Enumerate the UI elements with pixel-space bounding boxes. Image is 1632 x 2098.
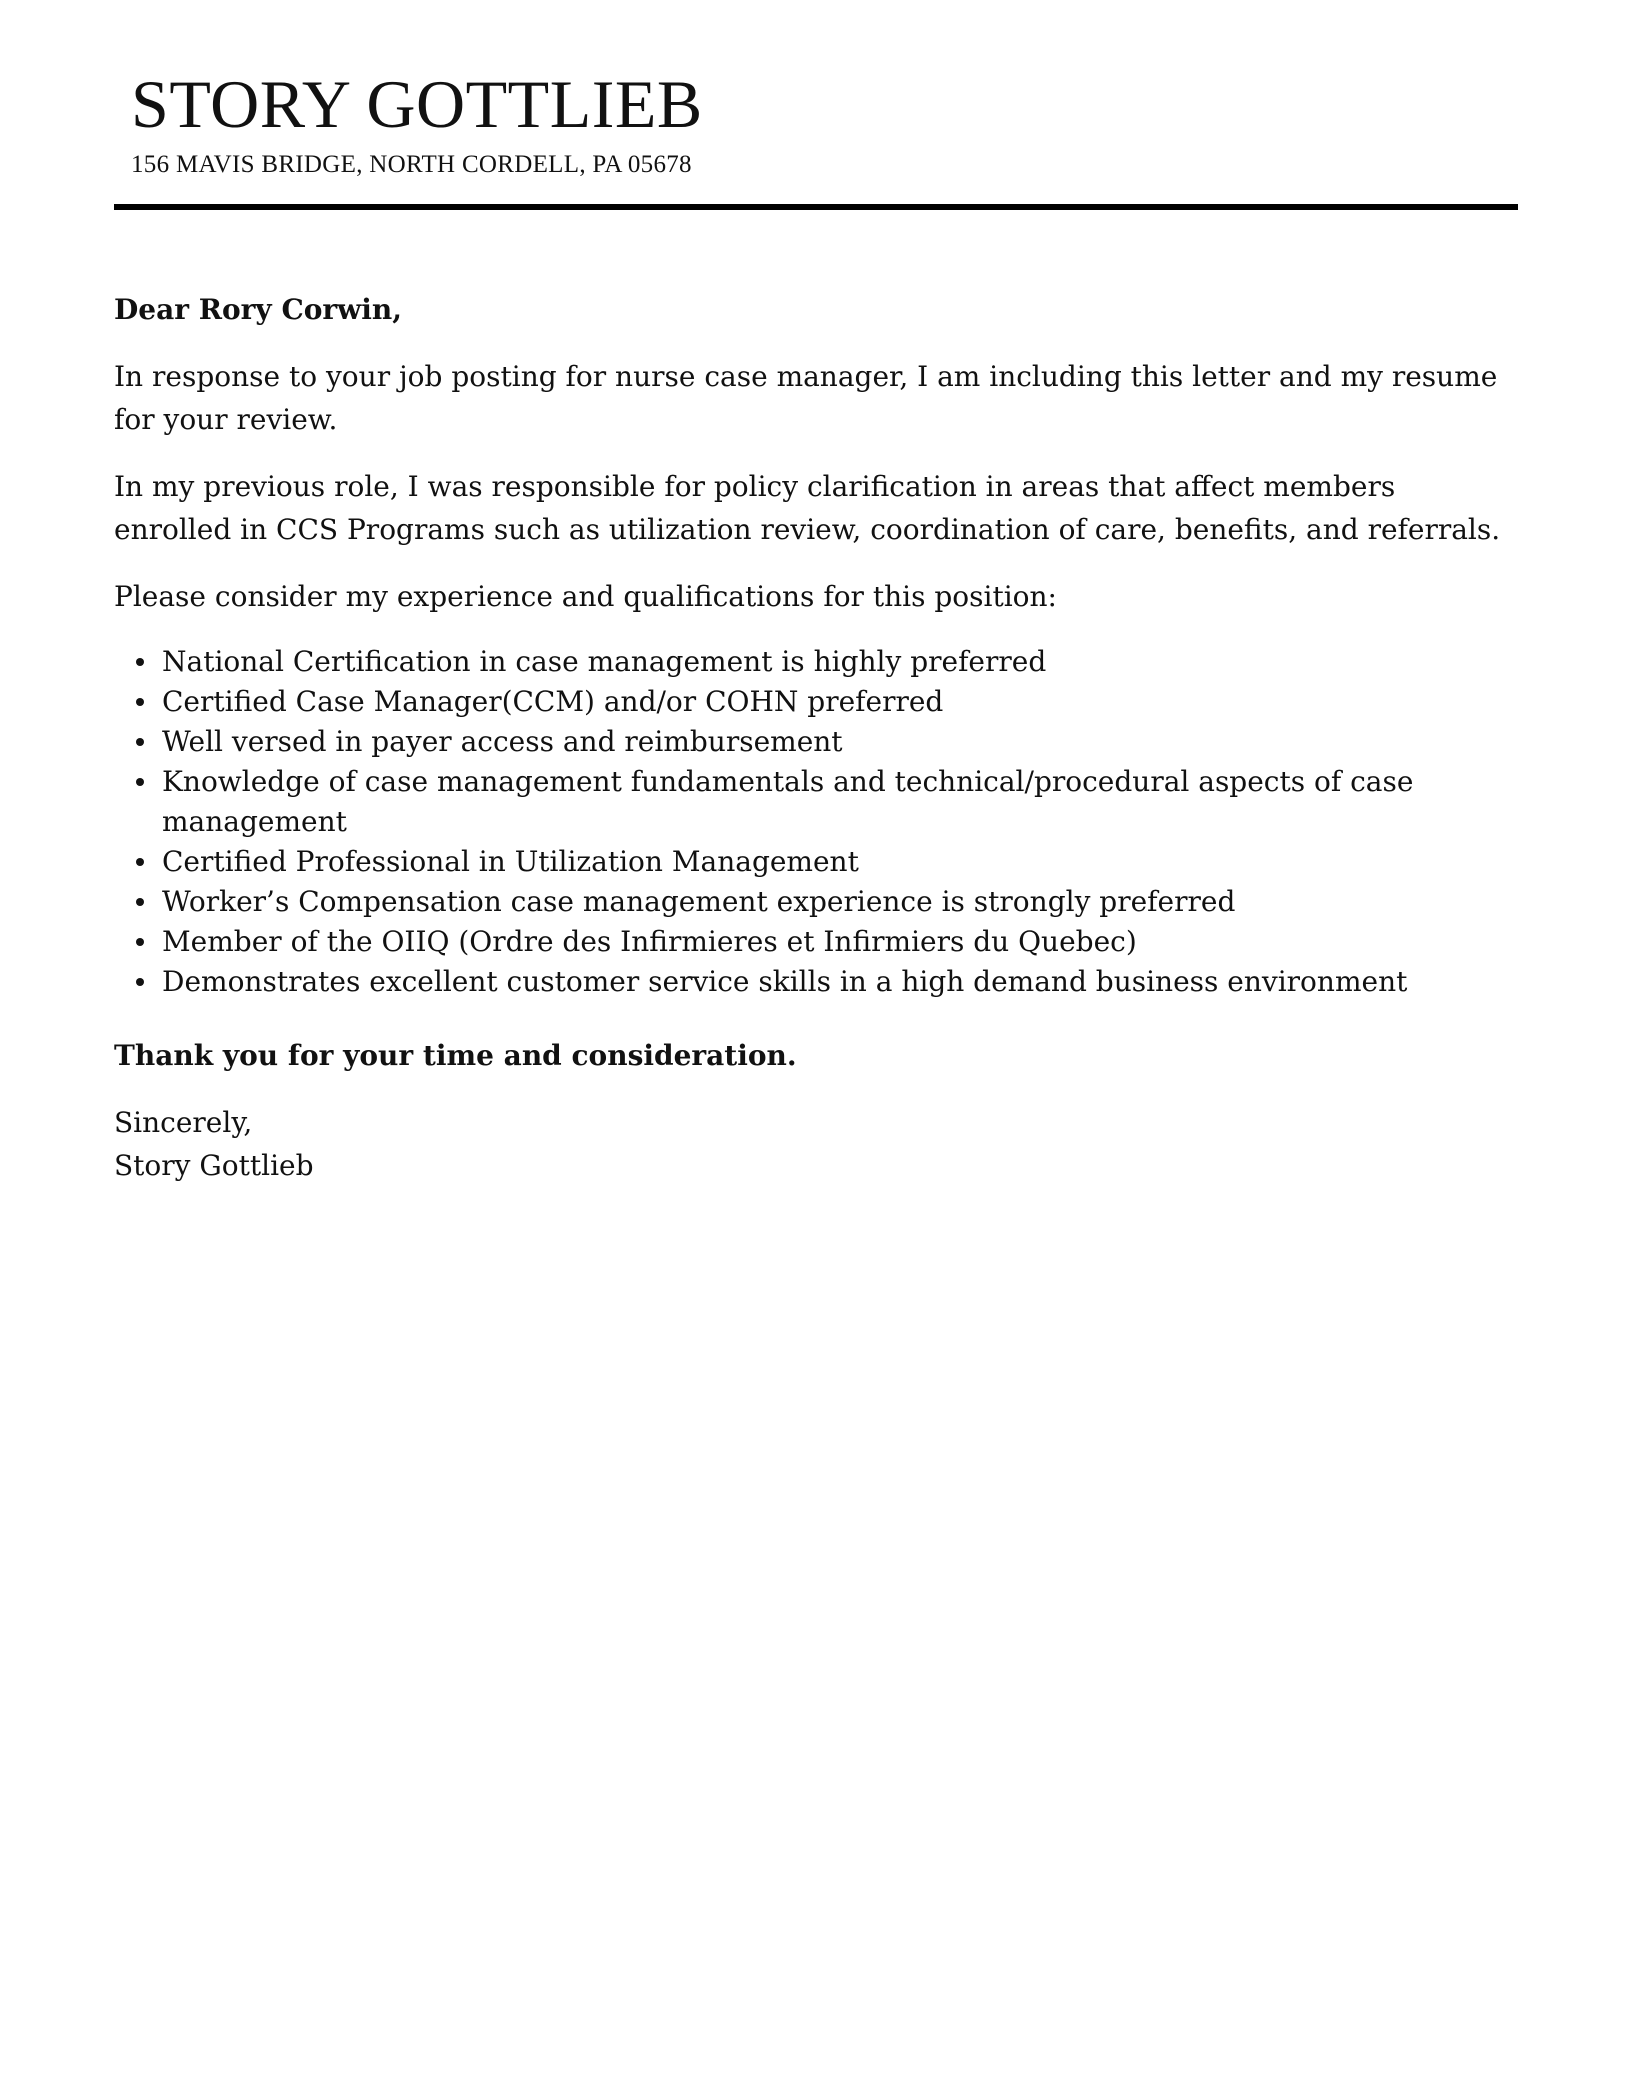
list-item <box>114 762 1518 842</box>
list-item-text: Knowledge of case management fundamentals and technical/procedural aspects of case management <box>162 765 1414 838</box>
header-divider <box>114 204 1518 210</box>
sender-name: STORY GOTTLIEB <box>131 66 703 142</box>
salutation: Dear Rory Corwin, <box>114 293 403 326</box>
list-item <box>114 882 1518 922</box>
list-item <box>114 682 1518 722</box>
experience-paragraph: In my previous role, I was responsible for policy clarification in areas that affect members enrolled in CCS Programs such as utilization review, coordination of care, benefits, and referrals. <box>114 470 1501 546</box>
list-item <box>114 642 1518 682</box>
list-item-text: Worker’s Compensation case management experience is strongly preferred <box>162 885 1236 918</box>
letter-body <box>114 288 1518 1187</box>
bullet-icon <box>136 658 144 666</box>
list-item-text: Demonstrates excellent customer service skills in a high demand business environment <box>162 965 1408 998</box>
list-item <box>114 962 1518 1002</box>
letter-header <box>131 64 1511 182</box>
list-item-text: Member of the OIIQ (Ordre des Infirmieres et Infirmiers du Quebec) <box>162 925 1137 958</box>
list-item-text: Certified Case Manager(CCM) and/or COHN preferred <box>162 685 944 718</box>
list-item-text: Certified Professional in Utilization Management <box>162 845 859 878</box>
closing-line: Sincerely, <box>114 1106 253 1139</box>
thank-you-line: Thank you for your time and consideration. <box>114 1039 797 1072</box>
bullet-icon <box>136 898 144 906</box>
list-item <box>114 922 1518 962</box>
qualifications-intro: Please consider my experience and qualifications for this position: <box>114 580 1057 613</box>
bullet-icon <box>136 978 144 986</box>
list-item-text: Well versed in payer access and reimbursement <box>162 725 843 758</box>
bullet-icon <box>136 938 144 946</box>
bullet-icon <box>136 738 144 746</box>
list-item <box>114 842 1518 882</box>
bullet-icon <box>136 778 144 786</box>
qualifications-list <box>114 642 1518 1002</box>
bullet-icon <box>136 698 144 706</box>
intro-paragraph: In response to your job posting for nurse case manager, I am including this letter and my resume for your review. <box>114 360 1498 436</box>
bullet-icon <box>136 858 144 866</box>
list-item-text: National Certification in case management is highly preferred <box>162 645 1047 678</box>
sender-address: 156 MAVIS BRIDGE, NORTH CORDELL, PA 05678 <box>131 151 692 178</box>
list-item <box>114 722 1518 762</box>
signature-name: Story Gottlieb <box>114 1149 314 1182</box>
